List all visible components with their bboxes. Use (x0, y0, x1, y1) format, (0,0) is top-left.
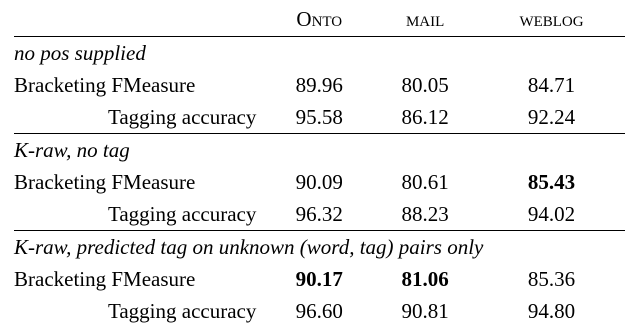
row-label: Bracketing FMeasure (14, 169, 196, 194)
table-row (14, 166, 625, 198)
column-header-weblog: weblog (519, 6, 584, 31)
section-header (14, 37, 625, 70)
table-cell: 90.81 (401, 298, 449, 323)
results-table (14, 2, 625, 327)
section-title: no pos supplied (14, 40, 146, 65)
table-cell: 86.12 (401, 104, 449, 129)
table-cell: 88.23 (401, 201, 449, 226)
table-row (14, 69, 625, 101)
row-label: Tagging accuracy (108, 201, 257, 226)
table-cell: 80.61 (401, 169, 449, 194)
table-cell: 85.43 (527, 169, 576, 194)
section-title: K-raw, no tag (14, 134, 625, 167)
column-header-mail: mail (405, 6, 445, 31)
table-row (14, 101, 625, 134)
table-row (14, 198, 625, 231)
table-cell: 95.58 (295, 104, 343, 129)
table-cell: 96.60 (295, 298, 343, 323)
table-row (14, 295, 625, 327)
table-cell: 94.02 (527, 201, 576, 226)
table-cell: 90.17 (295, 266, 343, 291)
table-row (14, 263, 625, 295)
table-cell: 84.71 (527, 72, 576, 97)
table-cell: 92.24 (527, 104, 576, 129)
table-cell: 96.32 (295, 201, 343, 226)
table-cell: 81.06 (401, 266, 449, 291)
table-cell: 85.36 (527, 266, 576, 291)
row-label: Bracketing FMeasure (14, 266, 196, 291)
row-label: Tagging accuracy (108, 298, 257, 323)
table-cell: 90.09 (295, 169, 343, 194)
section-title: K-raw, predicted tag on unknown (word, tag) pairs only (14, 231, 625, 264)
header-empty (14, 2, 266, 37)
row-label: Bracketing FMeasure (14, 72, 196, 97)
header-row (14, 2, 625, 37)
section-header (14, 231, 625, 264)
table-cell: 80.05 (401, 72, 449, 97)
column-header-onto: Onto (296, 6, 343, 31)
section-header (14, 134, 625, 167)
table-cell: 94.80 (527, 298, 576, 323)
table-cell: 89.96 (295, 72, 343, 97)
row-label: Tagging accuracy (108, 104, 257, 129)
